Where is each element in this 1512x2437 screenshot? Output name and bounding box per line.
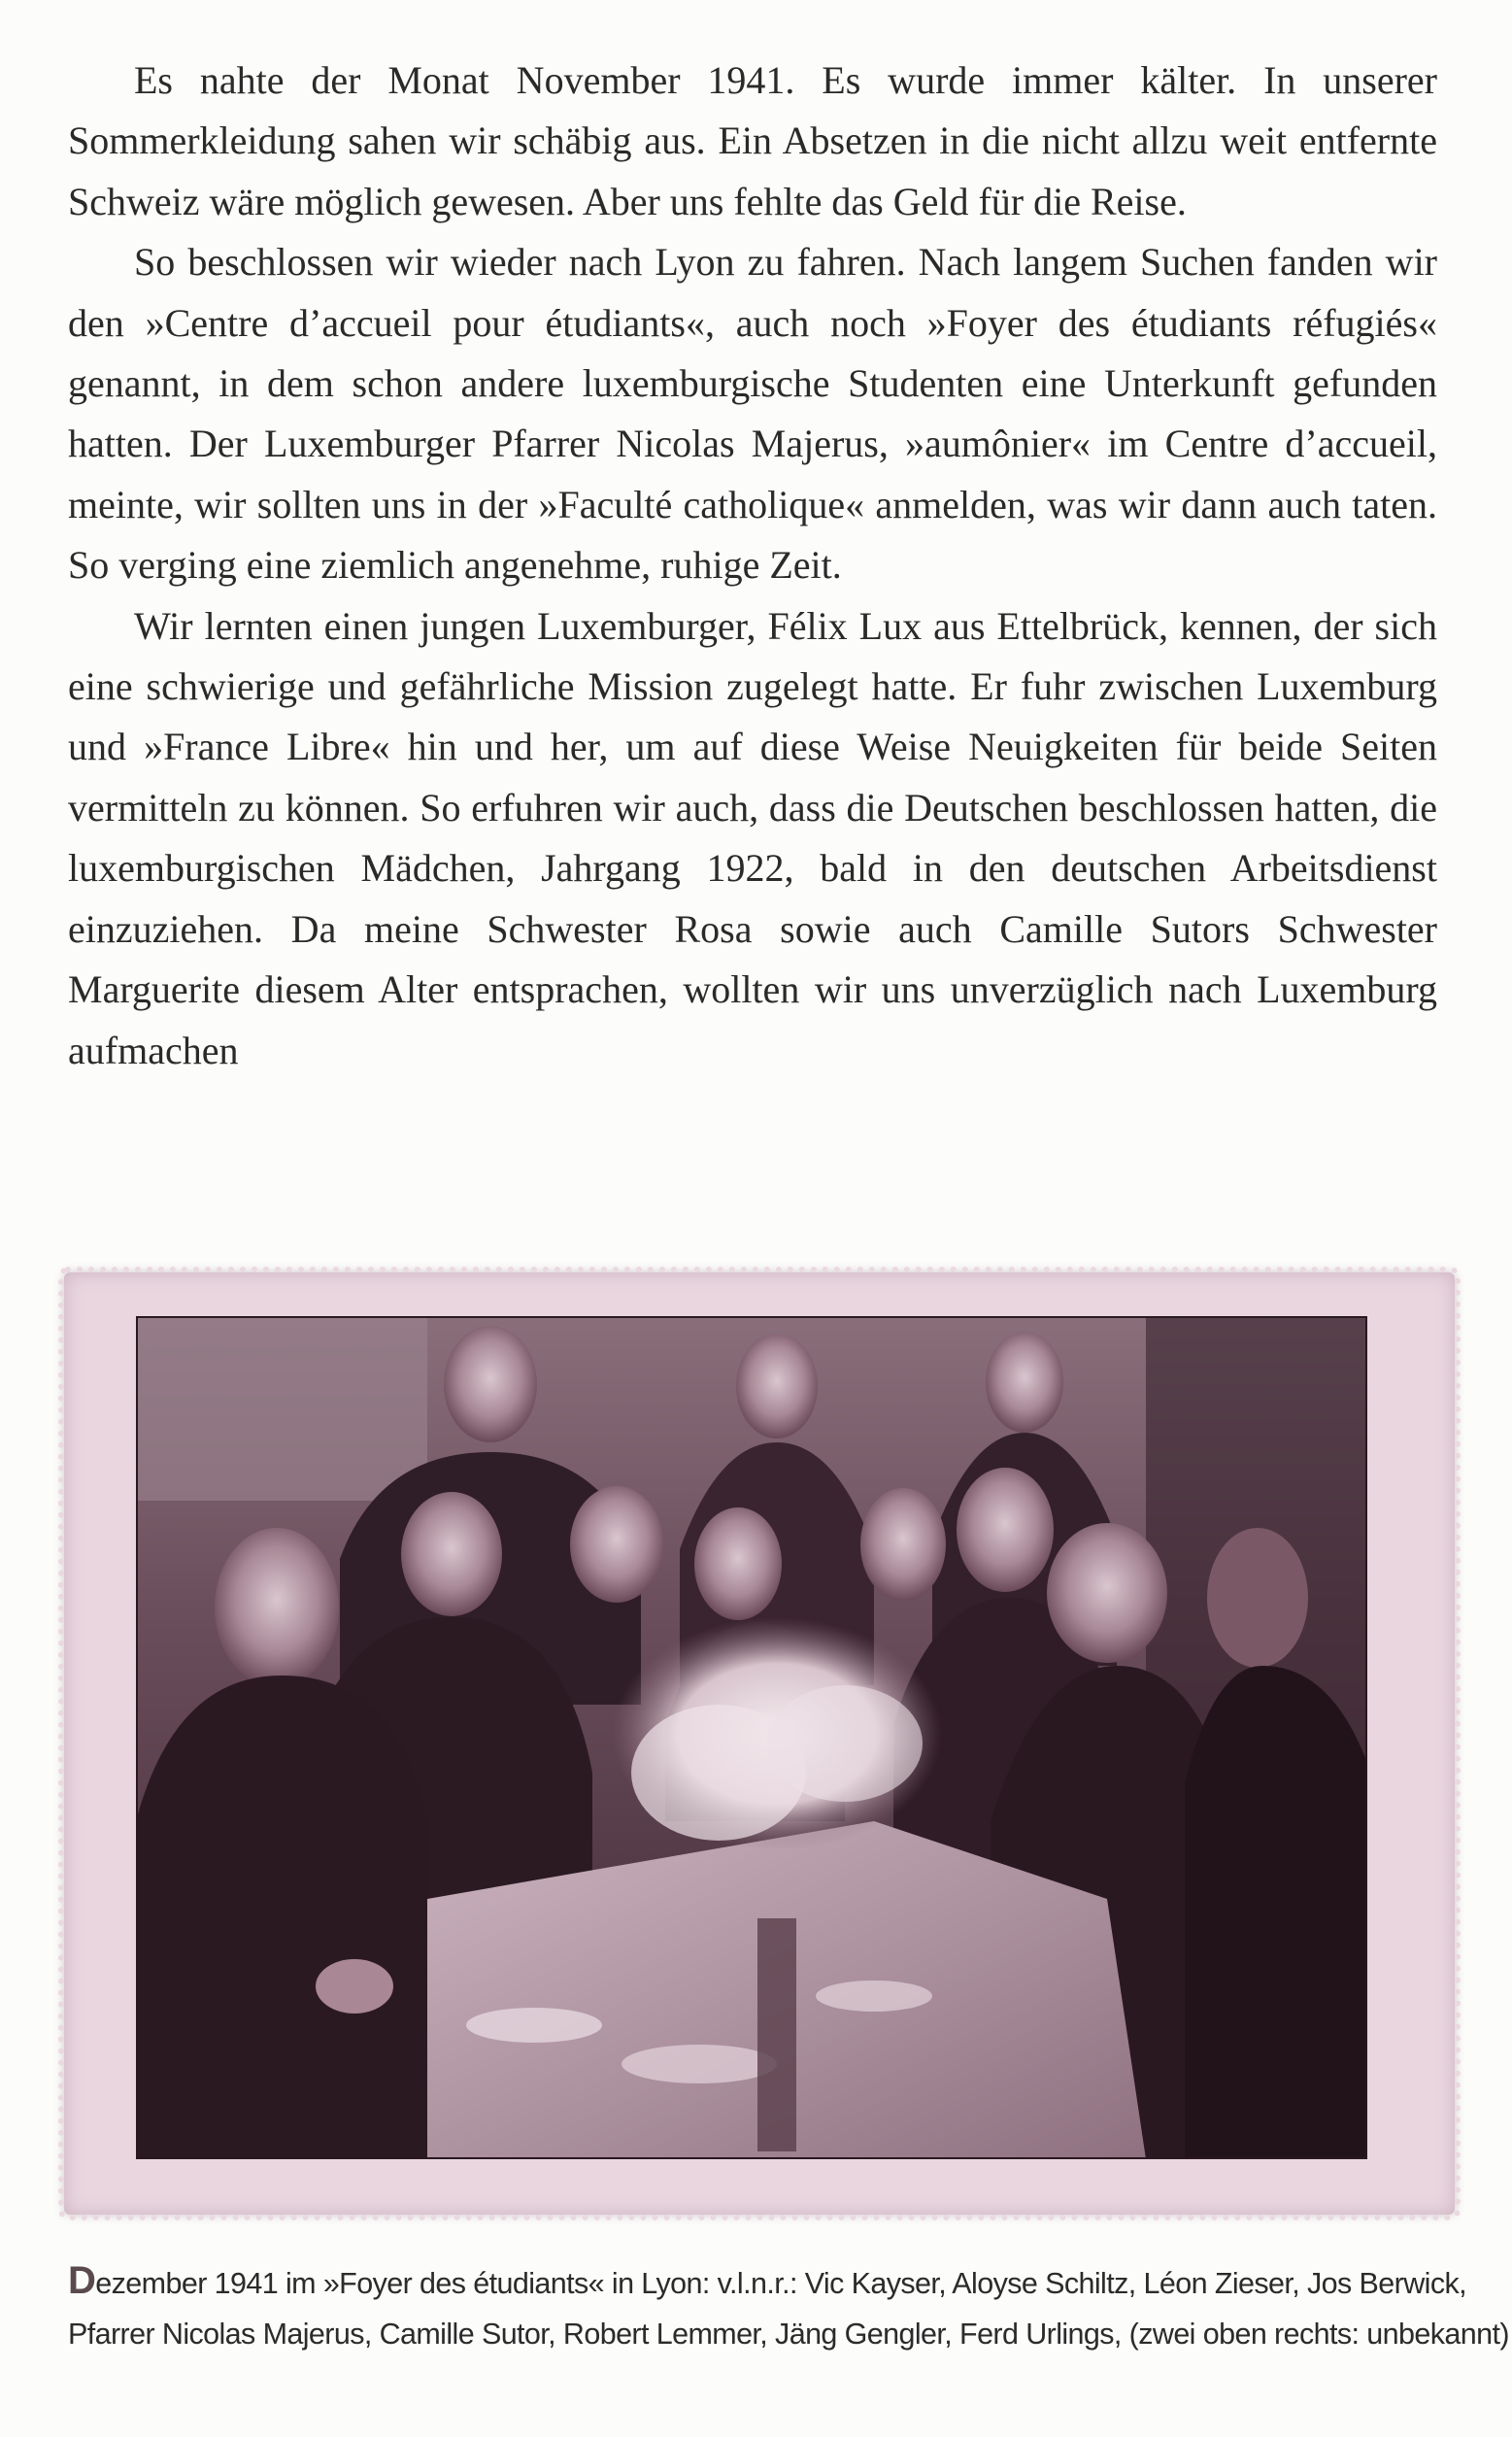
- paragraph: So beschlossen wir wieder nach Lyon zu fahren. Nach langem Suchen fanden wir den »Centre d’accueil pour étudiants«, auch noch »Foyer des étudiants réfugiés« genannt, in dem schon andere luxemburgische Studenten eine Unterkunft gefunden hatten. Der Luxemburger Pfarrer Nicolas Majerus, »aumônier« im Centre d’accueil, meinte, wir sollten uns in der »Faculté catholique« anmelden, was wir dann auch taten. So verging eine ziemlich angenehme, ruhige Zeit.: [68, 240, 1437, 588]
- photo-figure: [56, 1219, 1464, 2239]
- caption-text: ezember 1941 im »Foyer des étudiants« in Lyon: v.l.n.r.: Vic Kayser, Aloyse Schiltz, Léon Zieser, Jos Berwick,: [95, 2267, 1466, 2300]
- photo-caption: [68, 2255, 1509, 2359]
- caption-line-2: Pfarrer Nicolas Majerus, Camille Sutor, Robert Lemmer, Jäng Gengler, Ferd Urlings, (zwei oben rechts: unbekannt): [68, 2318, 1509, 2351]
- paragraph: Es nahte der Monat November 1941. Es wurde immer kälter. In unserer Sommerkleidung sahen wir schäbig aus. Ein Absetzen in die nicht allzu weit entfernte Schweiz wäre möglich gewesen. Aber uns fehlte das Geld für die Reise.: [68, 58, 1437, 223]
- paragraph: Wir lernten einen jungen Luxemburger, Félix Lux aus Ettelbrück, kennen, der sich eine schwierige und gefährliche Mission zugelegt hatte. Er fuhr zwischen Luxemburg und »France Libre« hin und her, um auf diese Weise Neuigkeiten für beide Seiten vermitteln zu können. So erfuhren wir auch, dass die Deutschen beschlossen hatten, die luxemburgischen Mädchen, Jahrgang 1922, bald in den deutschen Arbeitsdienst einzuziehen. Da meine Schwester Rosa sowie auch Camille Sutors Schwester Marguerite diesem Alter entsprachen, wollten wir uns unverzüglich nach Luxemburg aufmachen: [68, 603, 1437, 1072]
- caption-line-1: [68, 2255, 1466, 2309]
- group-photograph: [136, 1316, 1367, 2159]
- caption-dropcap: D: [68, 2259, 96, 2302]
- body-text: [68, 51, 1437, 1081]
